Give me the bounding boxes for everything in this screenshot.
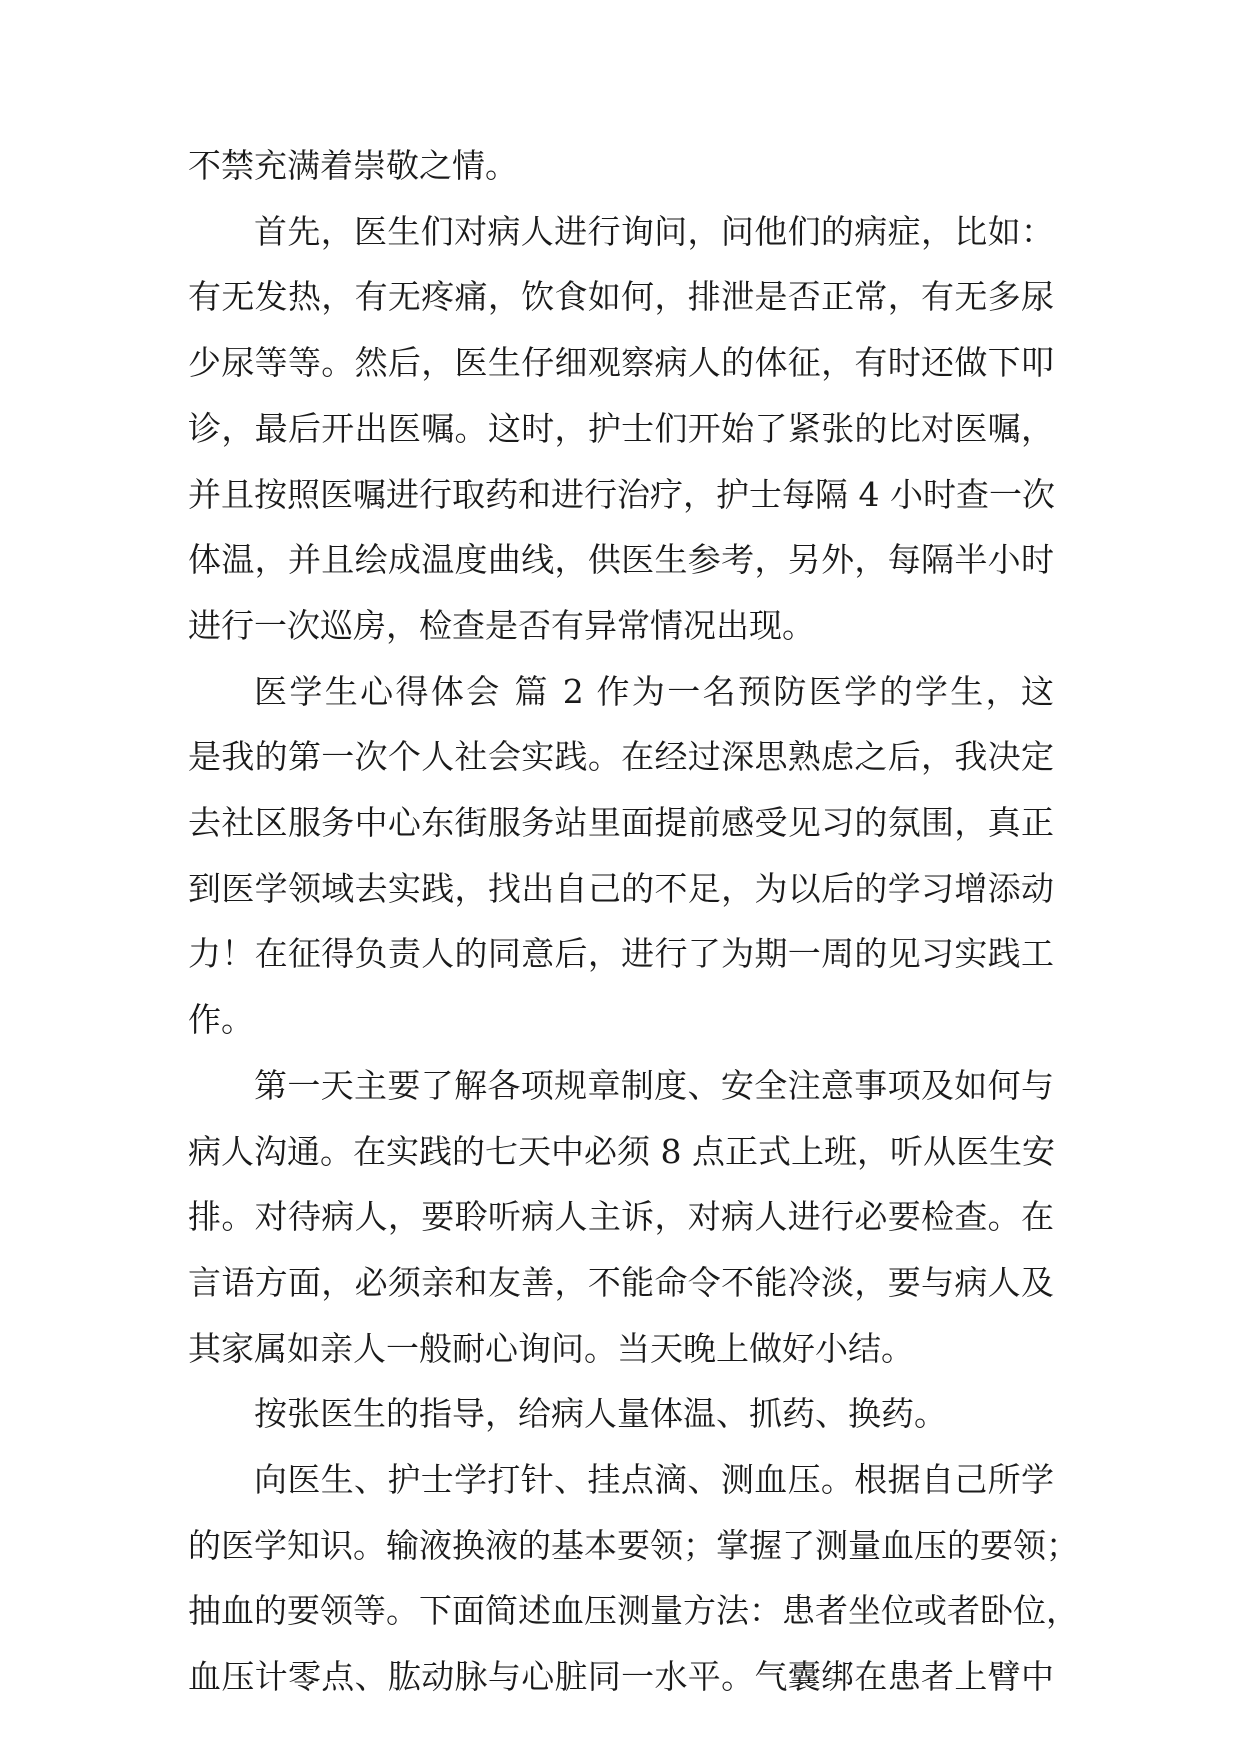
text-line: 抽血的要领等。下面简述血压测量方法：患者坐位或者卧位， [188, 1591, 1079, 1630]
text-line: 病人沟通。在实践的七天中必须 8 点正式上班，听从医生安 [188, 1132, 1055, 1171]
text-line: 去社区服务中心东街服务站里面提前感受见习的氛围，真正 [188, 803, 1054, 842]
text-line: 诊，最后开出医嘱。这时，护士们开始了紧张的比对医嘱， [188, 409, 1054, 448]
text-line: 并且按照医嘱进行取药和进行治疗，护士每隔 4 小时查一次 [188, 475, 1055, 514]
text-line: 有无发热，有无疼痛，饮食如何，排泄是否正常，有无多尿 [188, 277, 1054, 316]
text-line: 作。 [188, 1000, 254, 1039]
section-heading-line: 医学生心得体会 篇 2 作为一名预防医学的学生，这 [254, 672, 1054, 711]
text-line: 排。对待病人，要聆听病人主诉，对病人进行必要检查。在 [188, 1197, 1054, 1236]
text-line: 力！在征得负责人的同意后，进行了为期一周的见习实践工 [188, 934, 1054, 973]
text-line: 言语方面，必须亲和友善，不能命令不能冷淡，要与病人及 [188, 1263, 1054, 1302]
text-line: 首先，医生们对病人进行询问，问他们的病症，比如： [254, 212, 1054, 251]
text-line: 按张医生的指导，给病人量体温、抓药、换药。 [254, 1394, 947, 1433]
text-line: 体温，并且绘成温度曲线，供医生参考，另外，每隔半小时 [188, 540, 1054, 579]
text-line: 第一天主要了解各项规章制度、安全注意事项及如何与 [254, 1066, 1054, 1105]
text-line: 到医学领域去实践，找出自己的不足，为以后的学习增添动 [188, 869, 1054, 908]
text-line: 血压计零点、肱动脉与心脏同一水平。气囊绑在患者上臂中 [188, 1657, 1054, 1696]
text-line: 向医生、护士学打针、挂点滴、测血压。根据自己所学 [254, 1460, 1054, 1499]
text-line: 其家属如亲人一般耐心询问。当天晚上做好小结。 [188, 1329, 914, 1368]
text-line: 进行一次巡房，检查是否有异常情况出现。 [188, 606, 815, 645]
text-line: 不禁充满着崇敬之情。 [188, 146, 518, 185]
text-line: 的医学知识。输液换液的基本要领；掌握了测量血压的要领； [188, 1526, 1079, 1565]
text-line: 少尿等等。然后，医生仔细观察病人的体征，有时还做下叩 [188, 343, 1054, 382]
text-line: 是我的第一次个人社会实践。在经过深思熟虑之后，我决定 [188, 737, 1054, 776]
